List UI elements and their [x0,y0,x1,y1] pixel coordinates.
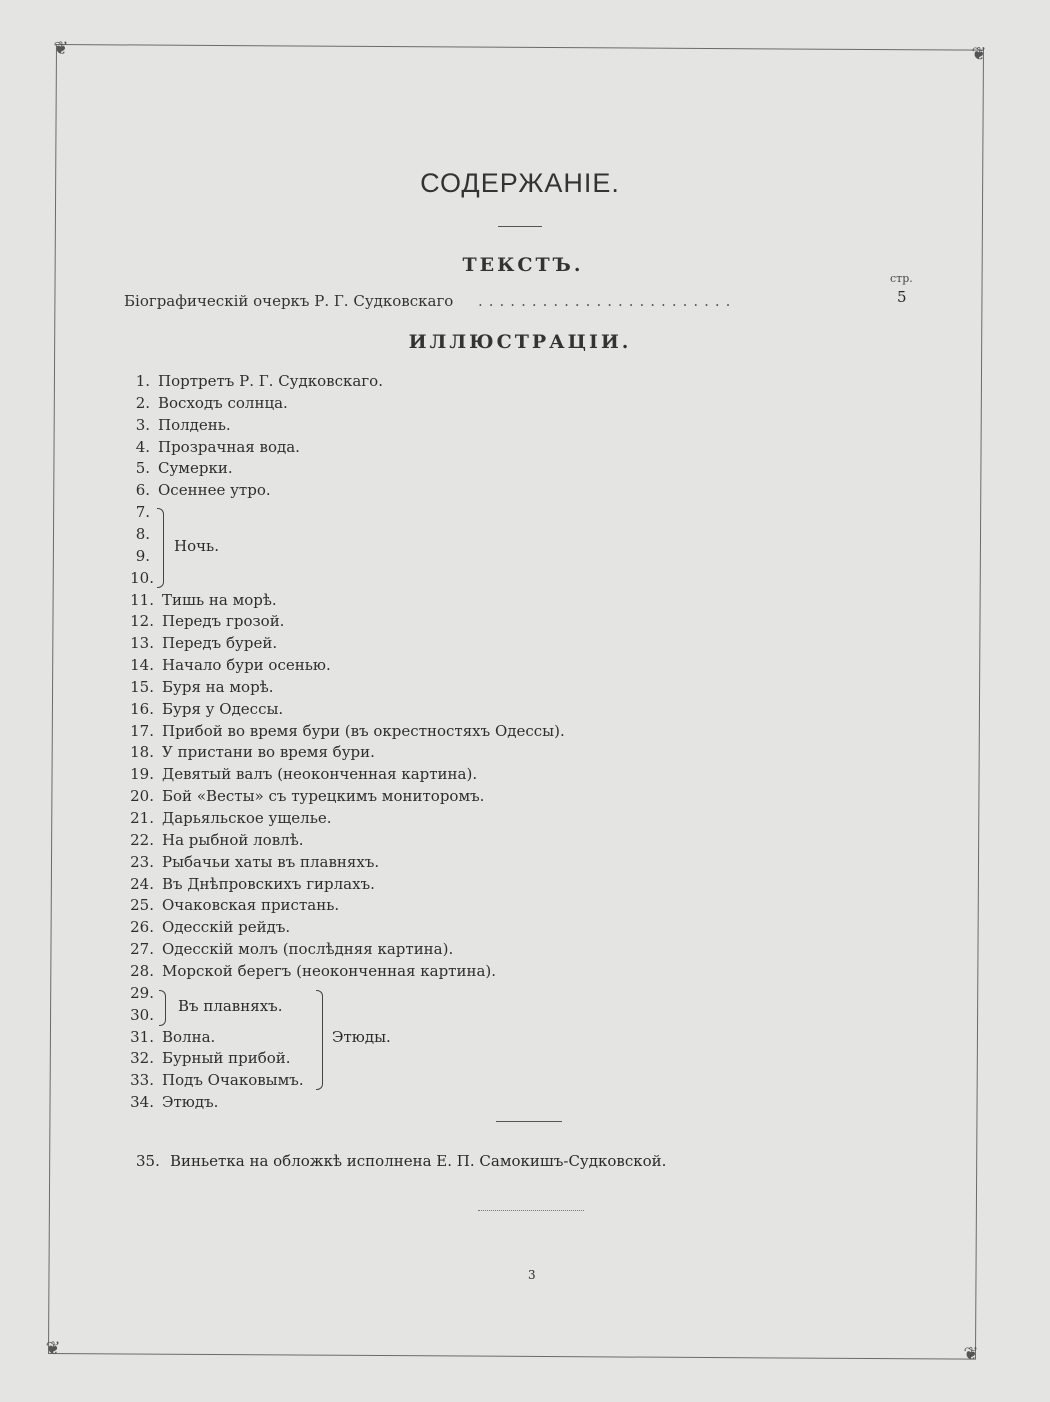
page-column-label: стр. [890,272,913,285]
item-title: Волна. [162,1028,216,1046]
item-number: 26. [130,918,154,936]
page-number: 3 [528,1268,536,1282]
item-number: 7. [135,503,150,521]
item-title: Дарьяльское ущелье. [162,809,332,827]
item-number: 6. [135,481,150,499]
item-title: На рыбной ловлѣ. [162,831,304,849]
item-title: Передъ бурей. [162,634,278,652]
item-number: 30. [130,1006,154,1024]
item-title: У пристани во время бури. [162,743,375,761]
item-number: 19. [130,765,154,783]
item-number: 21. [130,809,154,827]
item-title: Прибой во время бури (въ окрестностяхъ Одессы). [162,722,565,740]
item-number: 29. [130,984,154,1002]
item-number: 9. [135,547,150,565]
item-title: Подъ Очаковымъ. [162,1071,304,1089]
corner-ornament-icon: ❦ [963,1343,979,1365]
item-number: 15. [130,678,154,696]
brace-etudes [316,990,323,1090]
item-title: Бурный прибой. [162,1049,291,1067]
item-title: Восходъ солнца. [158,394,288,412]
item-number: 8. [135,525,150,543]
item-number: 4. [135,438,150,456]
item-title: Этюдъ. [162,1093,219,1111]
item-number: 12. [130,612,154,630]
item-number: 10. [130,569,154,587]
item-number: 34. [130,1093,154,1111]
item-number: 23. [130,853,154,871]
brace-plavni [159,990,166,1026]
group-label-plavni: Въ плавняхъ. [178,997,283,1015]
item-number: 20. [130,787,154,805]
item-title: Одесскій молъ (послѣдняя картина). [162,940,454,958]
text-section-title: ТЕКСТЪ. [462,254,584,276]
item-title: Очаковская пристань. [162,896,340,914]
item-title: Прозрачная вода. [158,438,300,456]
group-label-etudes: Этюды. [332,1028,391,1046]
item-title: Портретъ Р. Г. Судковскаго. [158,372,383,390]
page-title: СОДЕРЖАНІЕ. [420,168,620,198]
item-number: 31. [130,1028,154,1046]
item-number: 33. [130,1071,154,1089]
item-title: Начало бури осенью. [162,656,331,674]
item-title: Тишь на морѣ. [162,591,277,609]
item-number: 2. [135,394,150,412]
corner-ornament-icon: ❦ [971,43,987,65]
item-number: 14. [130,656,154,674]
item-number: 3. [135,416,150,434]
item-title: Передъ грозой. [162,612,285,630]
item-number: 25. [130,896,154,914]
group-label-night: Ночь. [174,537,219,555]
item-number: 18. [130,743,154,761]
item-title: Рыбачьи хаты въ плавняхъ. [162,853,380,871]
corner-ornament-icon: ❦ [53,37,69,60]
item-title: Одесскій рейдъ. [162,918,291,936]
item-number: 5. [135,459,150,477]
item-title: Въ Днѣпровскихъ гирлахъ. [162,875,375,893]
item-title: Осеннее утро. [158,481,271,499]
vignette-text: Виньетка на обложкѣ исполнена Е. П. Самокишъ-Судковской. [170,1152,667,1170]
decorative-wave [478,1206,584,1211]
item-title: Буря у Одессы. [162,700,284,718]
item-number: 32. [130,1049,154,1067]
brace-night [157,508,164,588]
illustrations-section-title: ИЛЛЮСТРАЦІИ. [408,331,632,353]
section-rule [496,1121,562,1122]
leader-dots: ........................ [478,292,737,310]
item-number: 22. [130,831,154,849]
toc-entry-page: 5 [897,288,907,306]
item-number: 13. [130,634,154,652]
item-title: Морской берегъ (неоконченная картина). [162,962,497,980]
item-title: Буря на морѣ. [162,678,274,696]
item-title: Полдень. [158,416,231,434]
item-title: Девятый валъ (неоконченная картина). [162,765,478,783]
item-number: 24. [130,875,154,893]
toc-entry-biography: Біографическій очеркъ Р. Г. Судковскаго [124,292,454,310]
item-number: 28. [130,962,154,980]
vignette-number: 35. [136,1152,160,1170]
item-title: Бой «Весты» съ турецкимъ мониторомъ. [162,787,485,805]
corner-ornament-icon: ❦ [45,1337,61,1360]
item-number: 17. [130,722,154,740]
item-number: 16. [130,700,154,718]
title-rule [498,226,542,227]
item-number: 1. [135,372,150,390]
item-title: Сумерки. [158,459,233,477]
item-number: 27. [130,940,154,958]
item-number: 11. [130,591,154,609]
